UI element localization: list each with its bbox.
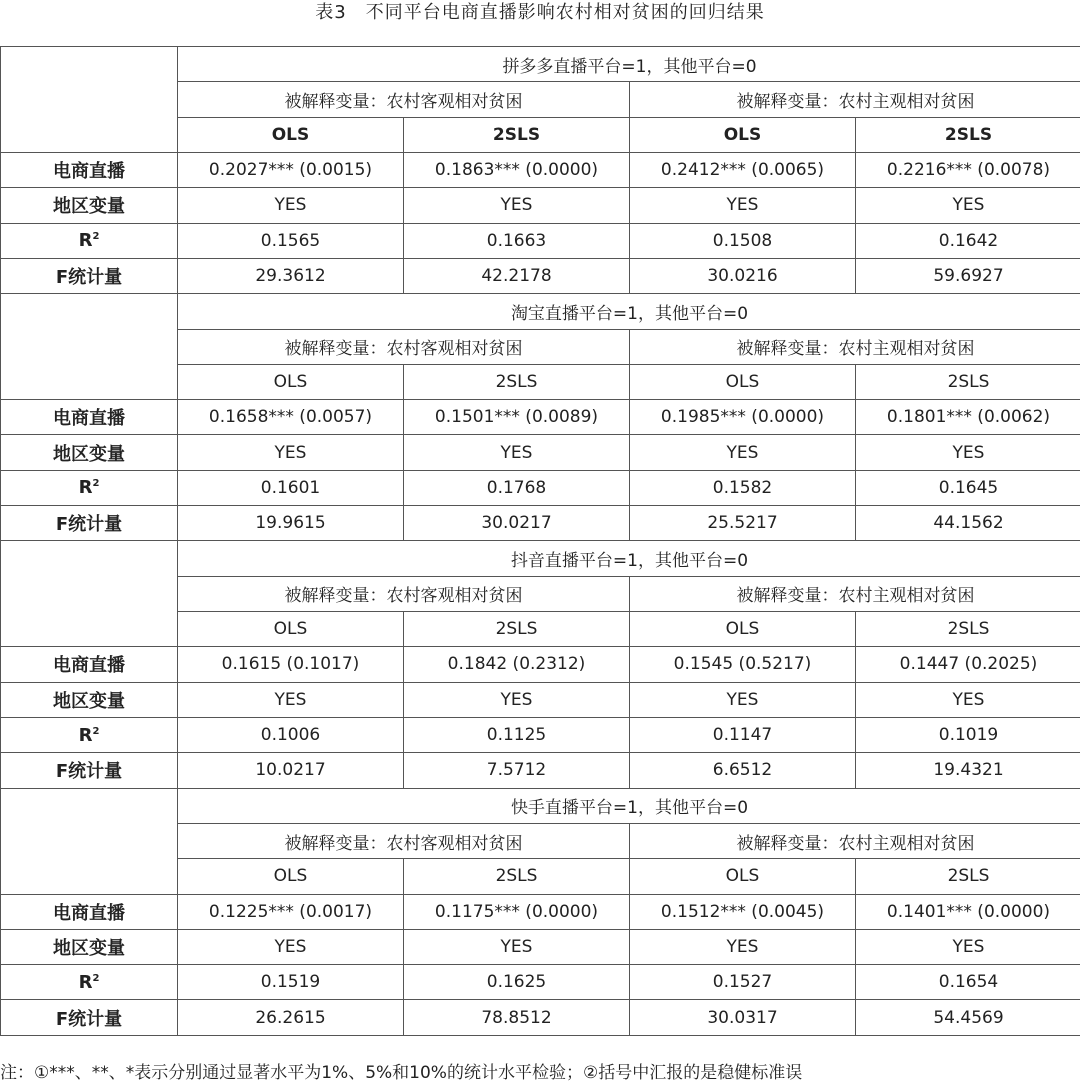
ecommerce-row xyxy=(1,894,1080,929)
region-row xyxy=(1,682,1080,717)
r2-cell: 0.1768 xyxy=(404,470,630,505)
row-label-r2 xyxy=(1,717,178,752)
region-row xyxy=(1,188,1080,223)
f-stat-row xyxy=(1,506,1080,541)
coef-cell: 0.1225*** (0.0017) xyxy=(178,894,404,929)
method-cell: OLS xyxy=(178,859,404,894)
r2-cell: 0.1601 xyxy=(178,470,404,505)
f-cell: 30.0317 xyxy=(630,1000,856,1036)
dependent-subjective-header: 被解释变量：农村主观相对贫困 xyxy=(630,82,1080,117)
method-cell: 2SLS xyxy=(856,612,1080,647)
coef-cell: 0.1512*** (0.0045) xyxy=(630,894,856,929)
region-cell: YES xyxy=(856,188,1080,223)
platform-header: 快手直播平台=1，其他平台=0 xyxy=(178,788,1080,823)
r2-row xyxy=(1,717,1080,752)
coef-cell: 0.1401*** (0.0000) xyxy=(856,894,1080,929)
r2-cell: 0.1519 xyxy=(178,965,404,1000)
f-cell: 7.5712 xyxy=(404,753,630,788)
r2-label: R xyxy=(78,724,93,746)
method-cell: 2SLS xyxy=(856,117,1080,152)
region-row xyxy=(1,435,1080,470)
method-cell: 2SLS xyxy=(404,117,630,152)
dependent-subjective-header: 被解释变量：农村主观相对贫困 xyxy=(630,576,1080,611)
method-cell: OLS xyxy=(630,612,856,647)
row-label: F统计量 xyxy=(1,506,178,541)
row-label: F统计量 xyxy=(1,258,178,293)
coef-cell: 0.2216*** (0.0078) xyxy=(856,152,1080,187)
panel-platform-row xyxy=(1,294,1080,329)
r2-superscript: 2 xyxy=(92,725,100,737)
method-cell: OLS xyxy=(630,117,856,152)
coef-cell: 0.2027*** (0.0015) xyxy=(178,152,404,187)
r2-cell: 0.1527 xyxy=(630,965,856,1000)
f-cell: 10.0217 xyxy=(178,753,404,788)
empty-corner-cell xyxy=(1,294,178,400)
platform-header: 抖音直播平台=1，其他平台=0 xyxy=(178,541,1080,576)
table-title: 表3 不同平台电商直播影响农村相对贫困的回归结果 xyxy=(315,2,765,23)
row-label-r2 xyxy=(1,223,178,258)
r2-row xyxy=(1,470,1080,505)
region-cell: YES xyxy=(404,188,630,223)
region-cell: YES xyxy=(630,682,856,717)
row-label: 电商直播 xyxy=(1,647,178,682)
dependent-subjective-header: 被解释变量：农村主观相对贫困 xyxy=(630,823,1080,858)
ecommerce-row xyxy=(1,152,1080,187)
regression-table xyxy=(0,46,1080,1036)
region-cell: YES xyxy=(178,435,404,470)
r2-cell: 0.1019 xyxy=(856,717,1080,752)
f-stat-row xyxy=(1,753,1080,788)
r2-cell: 0.1642 xyxy=(856,223,1080,258)
f-cell: 29.3612 xyxy=(178,258,404,293)
region-cell: YES xyxy=(178,682,404,717)
f-cell: 44.1562 xyxy=(856,506,1080,541)
f-cell: 30.0217 xyxy=(404,506,630,541)
f-stat-row xyxy=(1,258,1080,293)
r2-cell: 0.1006 xyxy=(178,717,404,752)
panel-platform-row xyxy=(1,788,1080,823)
region-cell: YES xyxy=(856,435,1080,470)
r2-cell: 0.1654 xyxy=(856,965,1080,1000)
empty-corner-cell xyxy=(1,47,178,153)
region-cell: YES xyxy=(856,929,1080,964)
method-cell: 2SLS xyxy=(404,859,630,894)
row-label: 电商直播 xyxy=(1,152,178,187)
r2-label: R xyxy=(78,230,93,252)
r2-cell: 0.1625 xyxy=(404,965,630,1000)
r2-label: R xyxy=(78,477,93,499)
row-label: F统计量 xyxy=(1,1000,178,1036)
coef-cell: 0.1615 (0.1017) xyxy=(178,647,404,682)
coef-cell: 0.2412*** (0.0065) xyxy=(630,152,856,187)
dependent-objective-header: 被解释变量：农村客观相对贫困 xyxy=(178,576,630,611)
f-stat-row xyxy=(1,1000,1080,1036)
f-cell: 25.5217 xyxy=(630,506,856,541)
method-cell: OLS xyxy=(178,612,404,647)
method-cell: 2SLS xyxy=(404,612,630,647)
method-cell: OLS xyxy=(178,117,404,152)
table-footnote: 注：①***、**、*表示分别通过显著水平为1%、5%和10%的统计水平检验；②括号中汇报的是稳健标准误 xyxy=(0,1063,803,1083)
f-cell: 78.8512 xyxy=(404,1000,630,1036)
r2-superscript: 2 xyxy=(92,972,100,984)
coef-cell: 0.1501*** (0.0089) xyxy=(404,400,630,435)
r2-cell: 0.1147 xyxy=(630,717,856,752)
row-label: 电商直播 xyxy=(1,400,178,435)
f-cell: 19.9615 xyxy=(178,506,404,541)
coef-cell: 0.1801*** (0.0062) xyxy=(856,400,1080,435)
f-cell: 26.2615 xyxy=(178,1000,404,1036)
region-cell: YES xyxy=(404,682,630,717)
dependent-objective-header: 被解释变量：农村客观相对贫困 xyxy=(178,823,630,858)
r2-cell: 0.1565 xyxy=(178,223,404,258)
ecommerce-row xyxy=(1,647,1080,682)
method-cell: 2SLS xyxy=(404,364,630,399)
panel-platform-row xyxy=(1,47,1080,82)
f-cell: 6.6512 xyxy=(630,753,856,788)
method-cell: OLS xyxy=(178,364,404,399)
dependent-objective-header: 被解释变量：农村客观相对贫困 xyxy=(178,82,630,117)
coef-cell: 0.1447 (0.2025) xyxy=(856,647,1080,682)
r2-cell: 0.1645 xyxy=(856,470,1080,505)
ecommerce-row xyxy=(1,400,1080,435)
f-cell: 30.0216 xyxy=(630,258,856,293)
f-cell: 59.6927 xyxy=(856,258,1080,293)
region-cell: YES xyxy=(178,929,404,964)
empty-corner-cell xyxy=(1,788,178,894)
method-cell: 2SLS xyxy=(856,364,1080,399)
r2-cell: 0.1508 xyxy=(630,223,856,258)
region-cell: YES xyxy=(404,435,630,470)
region-cell: YES xyxy=(856,682,1080,717)
f-cell: 19.4321 xyxy=(856,753,1080,788)
r2-row xyxy=(1,223,1080,258)
region-cell: YES xyxy=(178,188,404,223)
method-cell: 2SLS xyxy=(856,859,1080,894)
row-label-r2 xyxy=(1,965,178,1000)
r2-row xyxy=(1,965,1080,1000)
row-label: 地区变量 xyxy=(1,929,178,964)
coef-cell: 0.1658*** (0.0057) xyxy=(178,400,404,435)
f-cell: 54.4569 xyxy=(856,1000,1080,1036)
row-label: F统计量 xyxy=(1,753,178,788)
empty-corner-cell xyxy=(1,541,178,647)
panel-platform-row xyxy=(1,541,1080,576)
r2-superscript: 2 xyxy=(92,231,100,243)
r2-cell: 0.1663 xyxy=(404,223,630,258)
method-cell: OLS xyxy=(630,859,856,894)
coef-cell: 0.1175*** (0.0000) xyxy=(404,894,630,929)
coef-cell: 0.1985*** (0.0000) xyxy=(630,400,856,435)
row-label: 地区变量 xyxy=(1,435,178,470)
region-cell: YES xyxy=(404,929,630,964)
r2-cell: 0.1125 xyxy=(404,717,630,752)
row-label: 地区变量 xyxy=(1,188,178,223)
coef-cell: 0.1842 (0.2312) xyxy=(404,647,630,682)
dependent-objective-header: 被解释变量：农村客观相对贫困 xyxy=(178,329,630,364)
region-cell: YES xyxy=(630,929,856,964)
f-cell: 42.2178 xyxy=(404,258,630,293)
row-label: 电商直播 xyxy=(1,894,178,929)
platform-header: 拼多多直播平台=1，其他平台=0 xyxy=(178,47,1080,82)
row-label-r2 xyxy=(1,470,178,505)
region-cell: YES xyxy=(630,188,856,223)
r2-superscript: 2 xyxy=(92,478,100,490)
row-label: 地区变量 xyxy=(1,682,178,717)
r2-cell: 0.1582 xyxy=(630,470,856,505)
region-cell: YES xyxy=(630,435,856,470)
coef-cell: 0.1863*** (0.0000) xyxy=(404,152,630,187)
method-cell: OLS xyxy=(630,364,856,399)
coef-cell: 0.1545 (0.5217) xyxy=(630,647,856,682)
r2-label: R xyxy=(78,971,93,993)
region-row xyxy=(1,929,1080,964)
platform-header: 淘宝直播平台=1，其他平台=0 xyxy=(178,294,1080,329)
dependent-subjective-header: 被解释变量：农村主观相对贫困 xyxy=(630,329,1080,364)
